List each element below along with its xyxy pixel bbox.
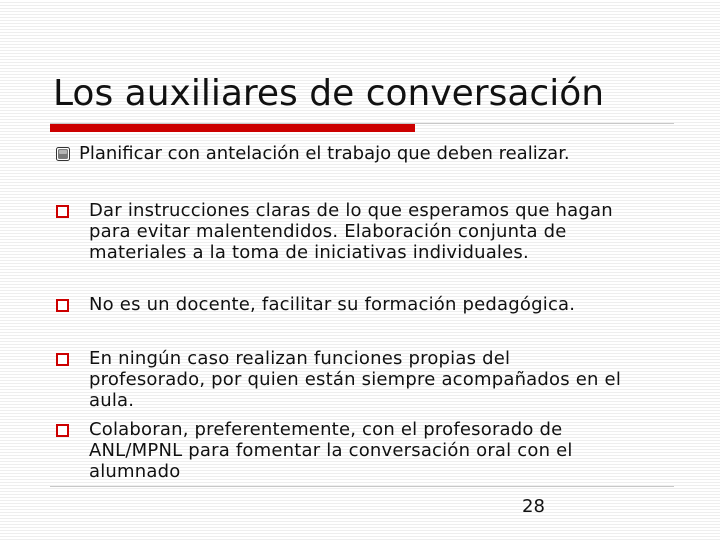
main-bullet-text: Planificar con antelación el trabajo que deben realizar. bbox=[79, 143, 570, 164]
main-bullet bbox=[56, 143, 696, 165]
sub-bullet-1 bbox=[56, 200, 696, 263]
sub-bullet-3 bbox=[56, 348, 696, 411]
sub-bullet-text: Dar instrucciones claras de lo que esperamos que hagan para evitar malentendidos. Elaboración conjunta de materiales a la toma de iniciativas individuales. bbox=[89, 200, 613, 263]
sub-bullet-4 bbox=[56, 419, 696, 482]
checkbox-bullet-icon bbox=[56, 147, 70, 161]
square-bullet-icon bbox=[56, 205, 69, 218]
square-bullet-icon bbox=[56, 299, 69, 312]
sub-bullet-text: En ningún caso realizan funciones propias del profesorado, por quien están siempre acompañados en el aula. bbox=[89, 348, 622, 411]
square-bullet-icon bbox=[56, 424, 69, 437]
page-number: 28 bbox=[522, 496, 545, 517]
footer-rule bbox=[50, 486, 674, 487]
sub-bullet-text: Colaboran, preferentemente, con el profesorado de ANL/MPNL para fomentar la conversación oral con el alumnado bbox=[89, 419, 573, 482]
sub-bullet-text: No es un docente, facilitar su formación pedagógica. bbox=[89, 294, 576, 315]
slide-title: Los auxiliares de conversación bbox=[53, 73, 605, 114]
square-bullet-icon bbox=[56, 353, 69, 366]
title-accent-bar bbox=[50, 124, 415, 132]
sub-bullet-2 bbox=[56, 294, 696, 315]
